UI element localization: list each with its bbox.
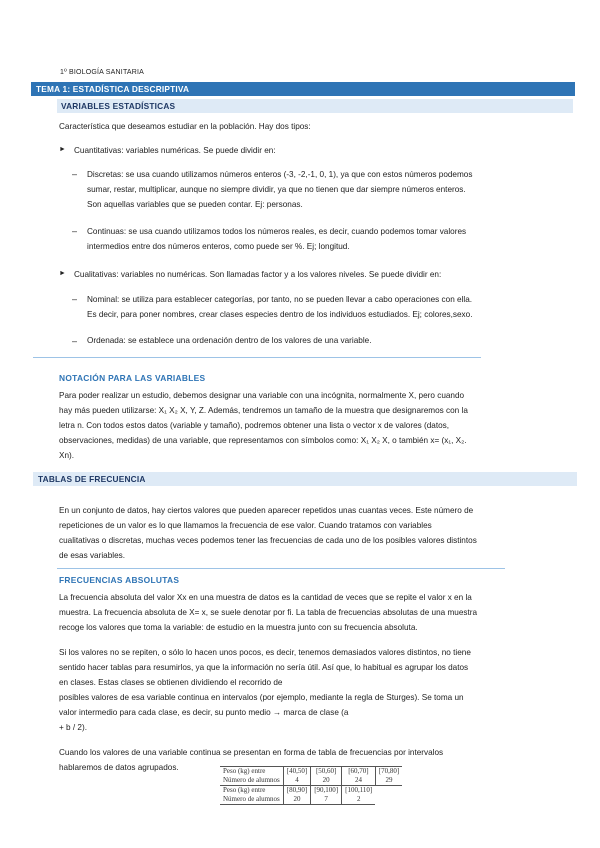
notacion-line-2: hay más pueden utilizarse: X₁ X₂ X, Y, Z. Además, tendremos un tamaño de la muestra que designaremos con la	[59, 406, 468, 415]
table-cell: 4	[283, 776, 310, 786]
bullet-arrow-icon: ►	[59, 270, 66, 277]
cualitativas-bullet: Cualitativas: variables no numéricas. Son llamadas factor y a los valores niveles. Se puede dividir en:	[74, 270, 442, 279]
frequency-table	[220, 766, 402, 805]
ordenada-line: Ordenada: se establece una ordenación dentro de los valores de una variable.	[87, 336, 372, 345]
notacion-line-3: letra n. Con todos estos datos (variable y tamaño), podremos obtener una lista o vector x de valores (datos,	[59, 421, 450, 430]
table-header-cell: [80,90]	[283, 786, 310, 796]
table-cell	[375, 795, 402, 805]
absolutas-p2-line-6: + b / 2).	[59, 723, 87, 732]
tablas-band: TABLAS DE FRECUENCIA	[33, 472, 577, 486]
tablas-intro-2: repeticiones de un valor es lo que llamamos la frecuencia de ese valor. Cuando tratamos con variables	[59, 521, 432, 530]
tablas-intro-1: En un conjunto de datos, hay ciertos valores que pueden aparecer repetidos unas cuantas veces. Este número de	[59, 506, 474, 515]
absolutas-p1-line-3: recoge los valores que toma la variable: de estudio en la muestra junto con su frecuencia absoluta.	[59, 623, 418, 632]
table-cell: 20	[311, 776, 342, 786]
page-header: 1º BIOLOGÍA SANITARIA	[60, 69, 145, 76]
absolutas-heading: FRECUENCIAS ABSOLUTAS	[59, 575, 180, 585]
table-cell: Número de alumnos	[220, 795, 283, 805]
absolutas-p3-line-2: hablaremos de datos agrupados.	[59, 763, 179, 772]
dash-icon: –	[72, 336, 78, 346]
continuas-line-2: intermedios entre dos números enteros, como puede ser %. Ej; longitud.	[87, 242, 350, 251]
absolutas-p1-line-2: muestra. La frecuencia absoluta de X= x, se suele denotar por fi. La tabla de frecuencias absolutas de una muestra	[59, 608, 478, 617]
table-header-cell: [50,60]	[311, 767, 342, 777]
absolutas-p2-line-3: en clases. Estas clases se obtienen dividiendo el recorrido de	[59, 678, 283, 687]
absolutas-p2-line-5: valor intermedio para cada clase, es decir, su punto medio → marca de clase (a	[59, 708, 349, 717]
table-header-cell: [100,110]	[342, 786, 376, 796]
tablas-intro-4: de esas variables.	[59, 551, 125, 560]
table-header-cell: [60,70]	[342, 767, 376, 777]
notacion-line-1: Para poder realizar un estudio, debemos designar una variable con una incógnita, normalmente X, pero cuando	[59, 391, 465, 400]
notacion-line-4: observaciones, medidas) de una variable, que representamos con símbolos como: X₁ X₂ X, o también x= (x₁, X₂.	[59, 436, 467, 445]
table-cell	[375, 786, 402, 796]
absolutas-p1-line-1: La frecuencia absoluta del valor Xx en una muestra de datos es la cantidad de veces que se repite el valor x en la	[59, 593, 472, 602]
table-row	[220, 776, 402, 786]
dash-icon: –	[72, 226, 78, 236]
variables-sub-band: VARIABLES ESTADÍSTICAS	[57, 99, 573, 113]
discretas-line-1: Discretas: se usa cuando utilizamos números enteros (-3, -2,-1, 0, 1), ya que con estos números podemos	[87, 170, 473, 179]
absolutas-p3-line-1: Cuando los valores de una variable continua se presentan en forma de tabla de frecuencias por intervalos	[59, 748, 444, 757]
table-header-cell: [70,80]	[375, 767, 402, 777]
table-header-cell: [90,100]	[311, 786, 342, 796]
table-row	[220, 795, 402, 805]
absolutas-p2-line-2: sentido hacer tablas para resumirlos, ya que la información no sería útil. Así que, lo habitual es agrupar los datos	[59, 663, 469, 672]
discretas-line-2: sumar, restar, multiplicar, aunque no siempre dividir, ya que no tienen que dar siempre números enteros.	[87, 185, 466, 194]
tema-band: TEMA 1: ESTADÍSTICA DESCRIPTIVA	[31, 82, 575, 96]
section-divider	[33, 357, 481, 358]
absolutas-p2-line-1: Si los valores no se repiten, o sólo lo hacen unos pocos, es decir, tenemos demasiados valores distintos, no tiene	[59, 648, 471, 657]
absolutas-p2-line-4: posibles valores de esa variable continua en intervalos (por ejemplo, mediante la regla de Sturges). Se toma un	[59, 693, 464, 702]
table-header-cell: [40,50]	[283, 767, 310, 777]
table-cell: 2	[342, 795, 376, 805]
nominal-line-1: Nominal: se utiliza para establecer categorías, por tanto, no se pueden llevar a cabo operaciones con ella.	[87, 295, 473, 304]
bullet-arrow-icon: ►	[59, 146, 66, 153]
notacion-line-5: Xn).	[59, 451, 75, 460]
table-row	[220, 767, 402, 777]
continuas-line-1: Continuas: se usa cuando utilizamos todos los números reales, es decir, cuando podemos tomar valores	[87, 227, 467, 236]
table-header-cell: Peso (kg) entre	[220, 786, 283, 796]
table-cell: 24	[342, 776, 376, 786]
table-cell: 29	[375, 776, 402, 786]
cuantitativas-bullet: Cuantitativas: variables numéricas. Se puede dividir en:	[74, 146, 276, 155]
tema-intro: Característica que deseamos estudiar en la población. Hay dos tipos:	[59, 122, 311, 131]
table-header-cell: Peso (kg) entre	[220, 767, 283, 777]
tablas-intro-3: cualitativas o discretas, muchas veces podemos tener las frecuencias de cada uno de los posibles valores distintos	[59, 536, 477, 545]
table-cell: 7	[311, 795, 342, 805]
nominal-line-2: Es decir, para poner nombres, crear clases especies dentro de los individuos estudiados. Ej; colores,sexo.	[87, 310, 473, 319]
dash-icon: –	[72, 169, 78, 179]
notacion-heading: NOTACIÓN PARA LAS VARIABLES	[59, 373, 206, 383]
table-row	[220, 786, 402, 796]
discretas-line-3: Son aquellas variables que se pueden contar. Ej: personas.	[87, 200, 303, 209]
table-cell: Número de alumnos	[220, 776, 283, 786]
section-divider	[57, 568, 505, 569]
table-cell: 20	[283, 795, 310, 805]
dash-icon: –	[72, 294, 78, 304]
